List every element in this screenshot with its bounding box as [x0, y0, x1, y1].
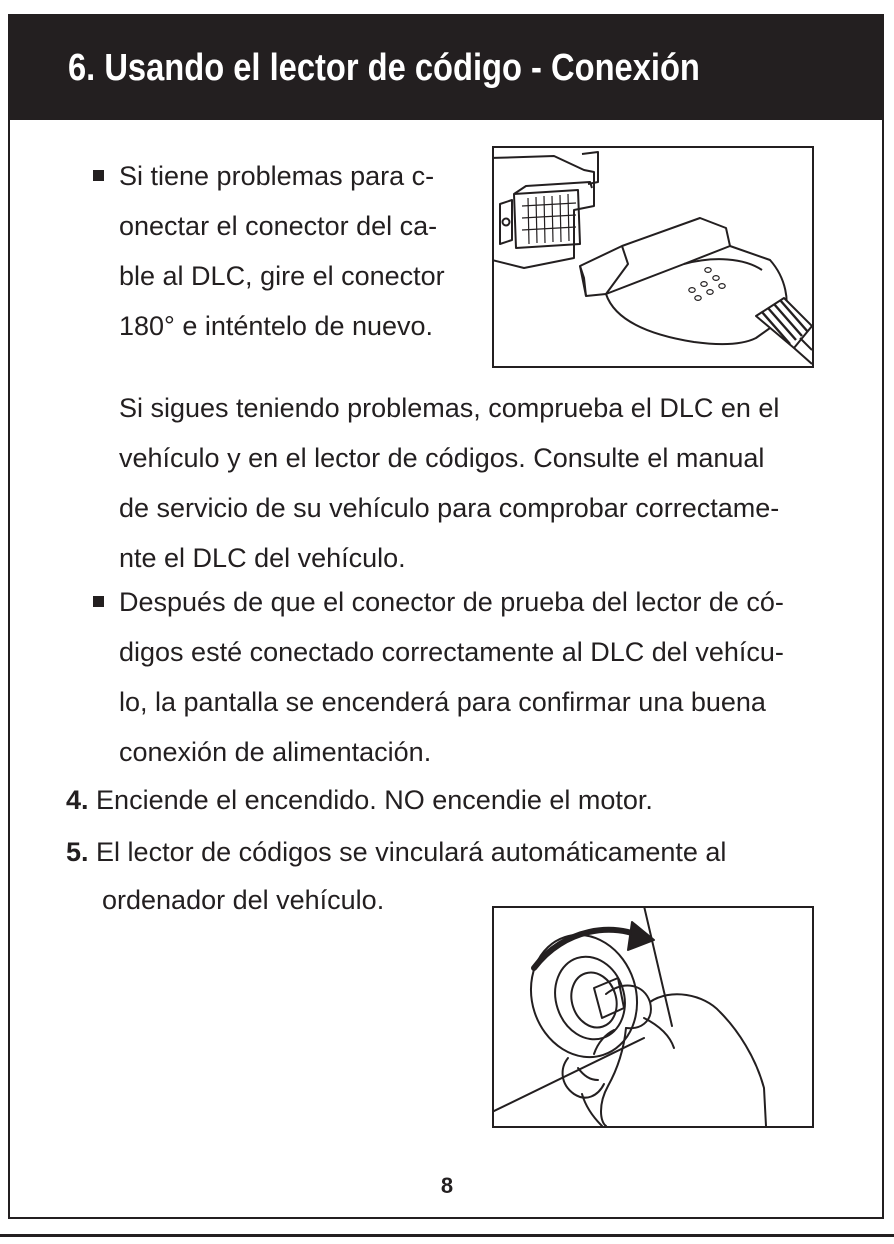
step5-line-1 — [66, 828, 726, 876]
bullet-marker — [93, 596, 104, 607]
step5-line-2: ordenador del vehículo. — [102, 885, 385, 915]
step5-number: 5. — [66, 837, 89, 867]
bullet-marker — [93, 170, 104, 181]
connector-figure — [492, 146, 814, 368]
bullet1-line-2: onectar el conector del ca- — [119, 211, 438, 241]
bullet2-line-2: digos esté conectado correctamente al DLC del vehícu- — [119, 637, 784, 667]
obd-connector-icon — [494, 148, 812, 366]
step4-number: 4. — [66, 785, 89, 815]
bullet2-line-3: lo, la pantalla se encenderá para confirmar una buena — [119, 687, 766, 717]
bullet1-line-4: 180° e inténtelo de nuevo. — [119, 311, 434, 341]
section-title: 6. Usando el lector de código - Conexión — [68, 47, 700, 89]
bottom-divider — [0, 1234, 894, 1237]
section-header — [10, 16, 882, 120]
bullet2-line-1: Después de que el conector de prueba del lector de có- — [119, 587, 784, 617]
page-number: 8 — [440, 1173, 454, 1198]
para1-line-4: nte el DLC del vehículo. — [119, 543, 406, 573]
ignition-key-icon — [494, 908, 812, 1126]
para1-line-2: vehículo y en el lector de códigos. Consulte el manual — [119, 443, 765, 473]
para1-line-3: de servicio de su vehículo para comprobar correctame- — [119, 493, 780, 523]
bullet1-line-1: Si tiene problemas para c- — [119, 161, 435, 191]
step5-text-1: El lector de códigos se vinculará automáticamente al — [96, 837, 727, 867]
para1-line-1: Si sigues teniendo problemas, comprueba el DLC en el — [119, 393, 780, 423]
step4-text: Enciende el encendido. NO encendie el motor. — [96, 785, 653, 815]
bullet1-line-3: ble al DLC, gire el conector — [119, 261, 445, 291]
bullet2-line-4: conexión de alimentación. — [119, 737, 432, 767]
ignition-figure — [492, 906, 814, 1128]
step4-line — [66, 776, 653, 824]
